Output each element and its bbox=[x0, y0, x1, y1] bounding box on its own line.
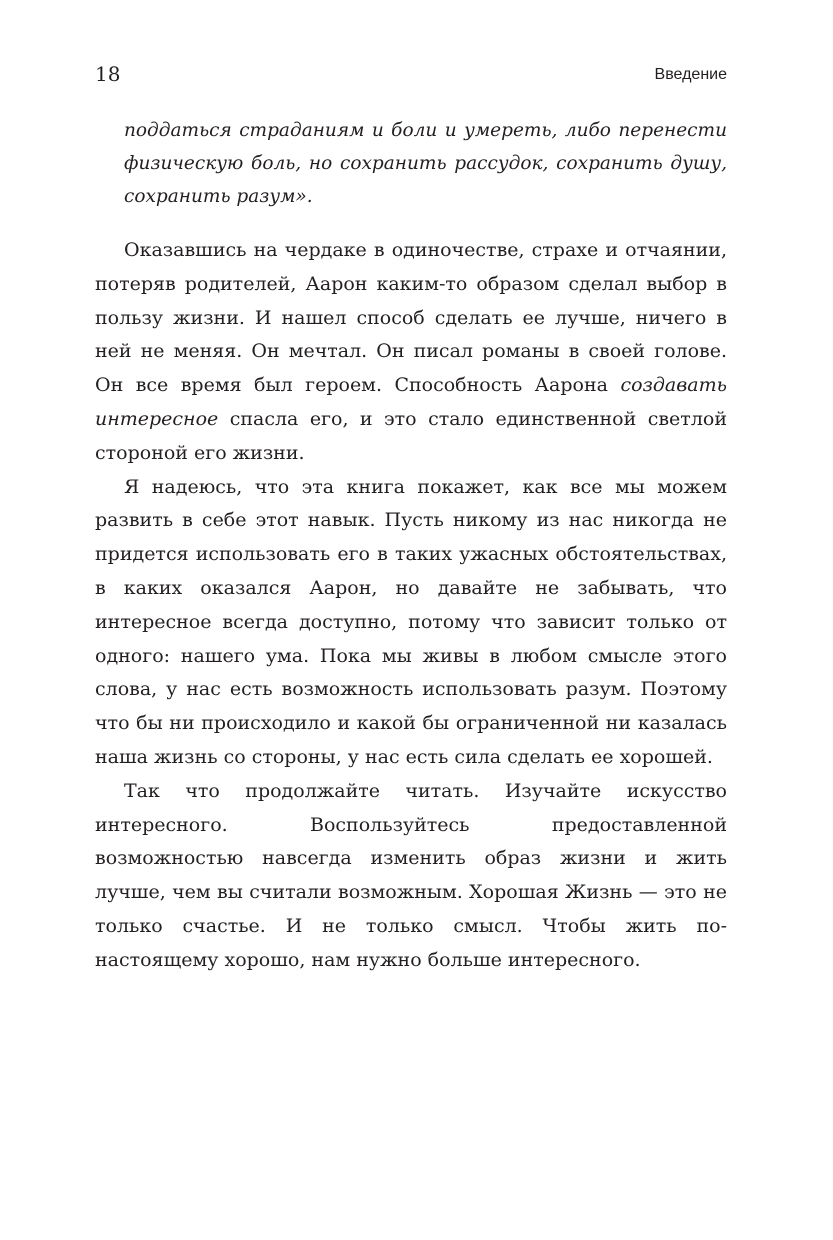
page-number: 18 bbox=[95, 62, 121, 86]
running-head bbox=[95, 60, 727, 90]
main-text bbox=[95, 234, 727, 978]
paragraph-2: Я надеюсь, что эта книга покажет, как все мы можем развить в себе этот навык. Пусть никому из нас никогда не придется использовать его в таких ужасных обстоятельствах, в каких оказался Аарон, но давайте не забывать, что интересное всегда доступно, потому что зависит только от одного: нашего ума. Пока мы живы в любом смысле этого слова, у нас есть возможность использовать разум. Поэтому что бы ни происходило и какой бы ограниченной ни казалась наша жизнь со стороны, у нас есть сила сделать ее хорошей. bbox=[95, 475, 727, 768]
paragraph-1-emphasis: создавать интересное bbox=[95, 374, 727, 430]
paragraph-1 bbox=[95, 234, 727, 471]
paragraph-1-text-start: Оказавшись на чердаке в одиночестве, страхе и отчаянии, потеряв родителей, Аарон каким-то образом сделал выбор в пользу жизни. И нашел способ сделать ее лучше, ничего в ней не меняя. Он мечтал. Он писал романы в своей голове. Он все время был героем. Способность Аарона bbox=[95, 239, 727, 397]
quote-block: поддаться страданиям и боли и умереть, либо перенести физическую боль, но сохранить рассудок, сохранить душу, сохранить разум». bbox=[124, 120, 727, 207]
section-title: Введение bbox=[654, 66, 727, 83]
paragraph-3: Так что продолжайте читать. Изучайте искусство интересного. Воспользуйтесь предоставленной возможностью навсегда изменить образ жизни и жить лучше, чем вы считали возможным. Хорошая Жизнь — это не только счастье. И не только смысл. Чтобы жить по-настоящему хорошо, нам нужно больше интересного. bbox=[95, 779, 727, 971]
paragraph-1-text-end: спасла его, и это стало единственной светлой стороной его жизни. bbox=[95, 407, 727, 464]
